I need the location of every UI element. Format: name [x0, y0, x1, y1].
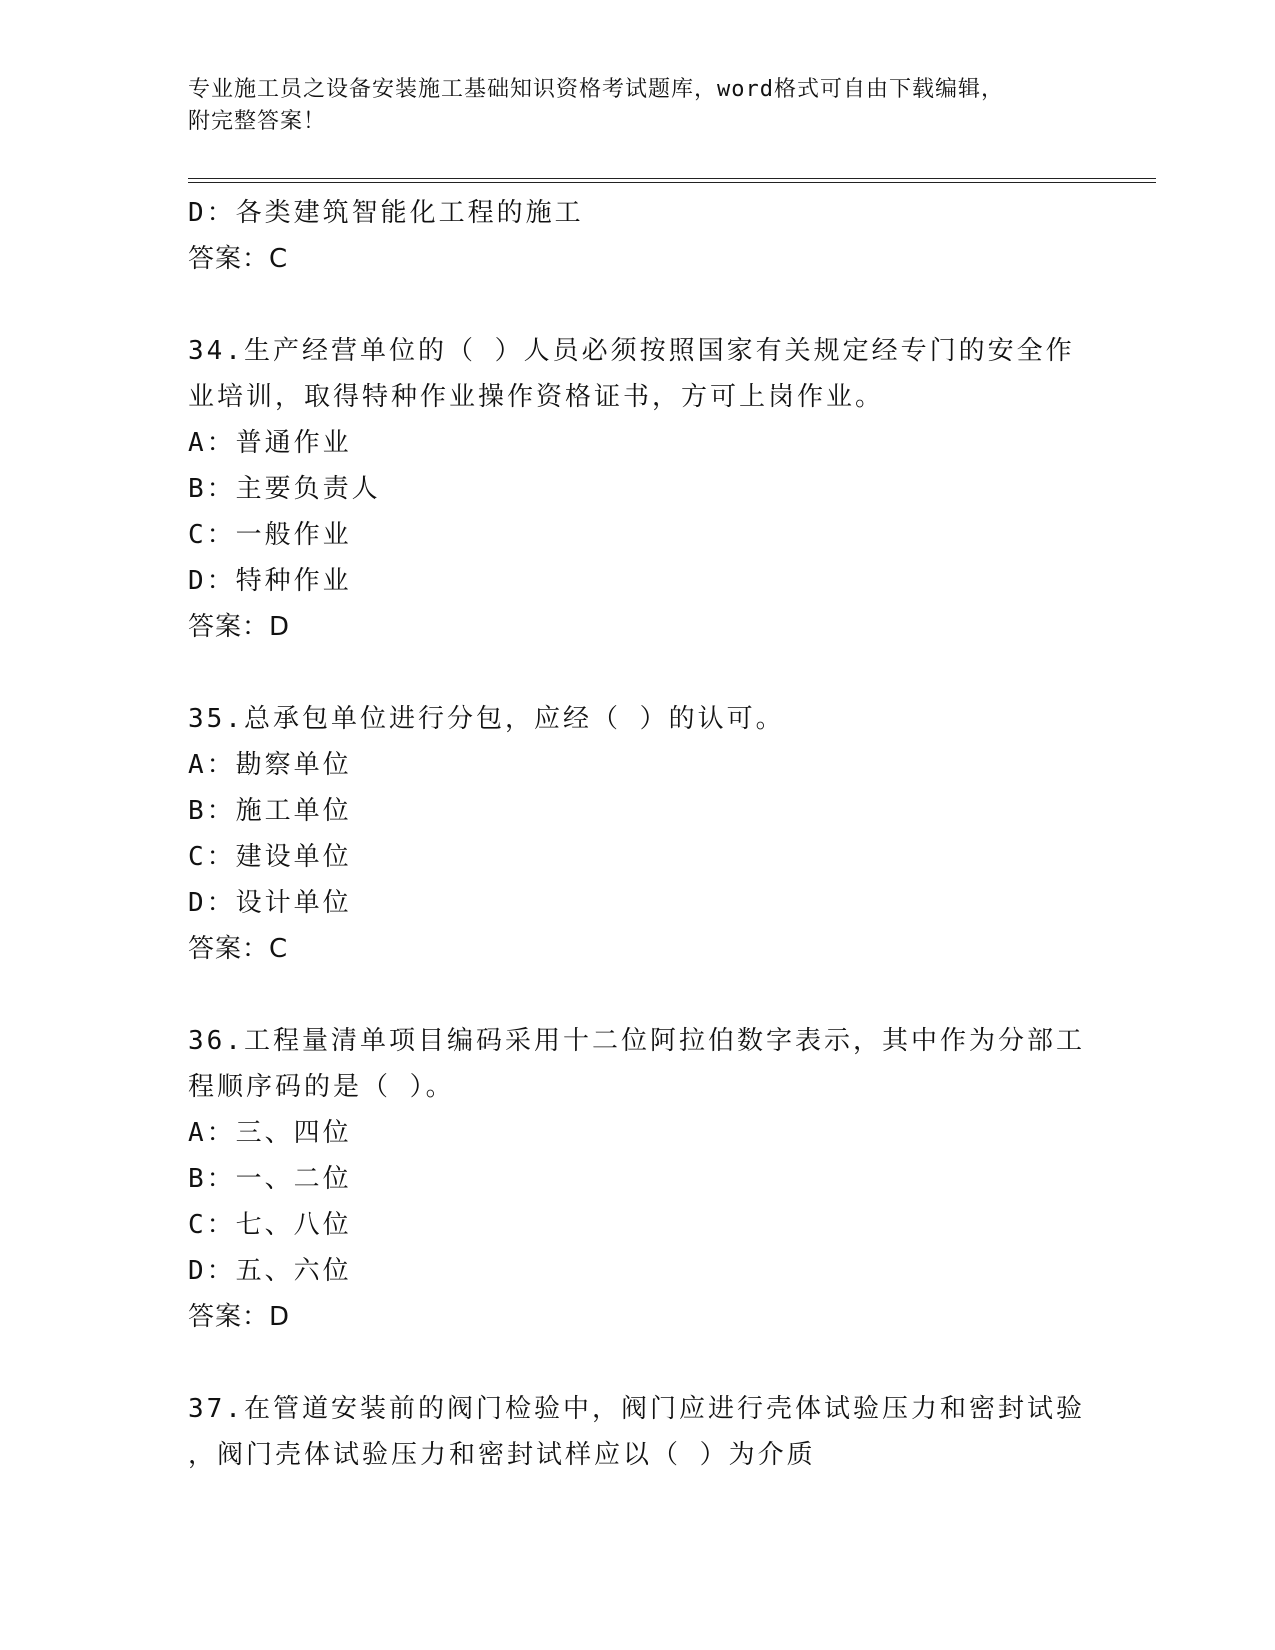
- option-c: C：一般作业: [188, 520, 352, 550]
- option-b: B：施工单位: [188, 796, 352, 826]
- spacer: [188, 650, 1088, 696]
- question-37: [188, 1386, 1088, 1478]
- answer-line: 答案：D: [188, 612, 291, 642]
- header-rule-bottom: [188, 182, 1156, 183]
- question-stem: 程顺序码的是（ ）。: [188, 1072, 455, 1102]
- answer-line: 答案：C: [188, 934, 289, 964]
- spacer: [188, 1340, 1088, 1386]
- previous-question-tail: [188, 190, 1088, 282]
- question-stem: 业培训，取得特种作业操作资格证书，方可上岗作业。: [188, 382, 885, 412]
- option-c: C：建设单位: [188, 842, 352, 872]
- question-stem: 37.在管道安装前的阀门检验中，阀门应进行壳体试验压力和密封试验: [188, 1394, 1085, 1424]
- question-list: [188, 190, 1088, 1478]
- header-line-2: 附完整答案！: [188, 109, 327, 134]
- option-d: D：五、六位: [188, 1256, 352, 1286]
- option-a: A：普通作业: [188, 428, 352, 458]
- option-d: D：特种作业: [188, 566, 352, 596]
- header-line-1: 专业施工员之设备安装施工基础知识资格考试题库，word格式可自由下载编辑，: [188, 77, 1004, 102]
- answer-line: 答案：D: [188, 1302, 291, 1332]
- question-35: [188, 696, 1088, 972]
- option-c: C：七、八位: [188, 1210, 352, 1240]
- option-b: B：主要负责人: [188, 474, 381, 504]
- question-36: [188, 1018, 1088, 1340]
- option-a: A：三、四位: [188, 1118, 352, 1148]
- option-a: A：勘察单位: [188, 750, 352, 780]
- header-rule-top: [188, 178, 1156, 179]
- question-34: [188, 328, 1088, 650]
- option-d: D：设计单位: [188, 888, 352, 918]
- spacer: [188, 972, 1088, 1018]
- answer-line: 答案：C: [188, 244, 289, 274]
- document-header: [188, 74, 1088, 138]
- option-d: D：各类建筑智能化工程的施工: [188, 198, 584, 228]
- question-stem: 34.生产经营单位的（ ）人员必须按照国家有关规定经专门的安全作: [188, 336, 1075, 366]
- spacer: [188, 282, 1088, 328]
- question-stem: 35.总承包单位进行分包，应经（ ）的认可。: [188, 704, 785, 734]
- question-stem: 36.工程量清单项目编码采用十二位阿拉伯数字表示，其中作为分部工: [188, 1026, 1085, 1056]
- question-stem: ，阀门壳体试验压力和密封试样应以（ ）为介质: [188, 1440, 816, 1470]
- option-b: B：一、二位: [188, 1164, 352, 1194]
